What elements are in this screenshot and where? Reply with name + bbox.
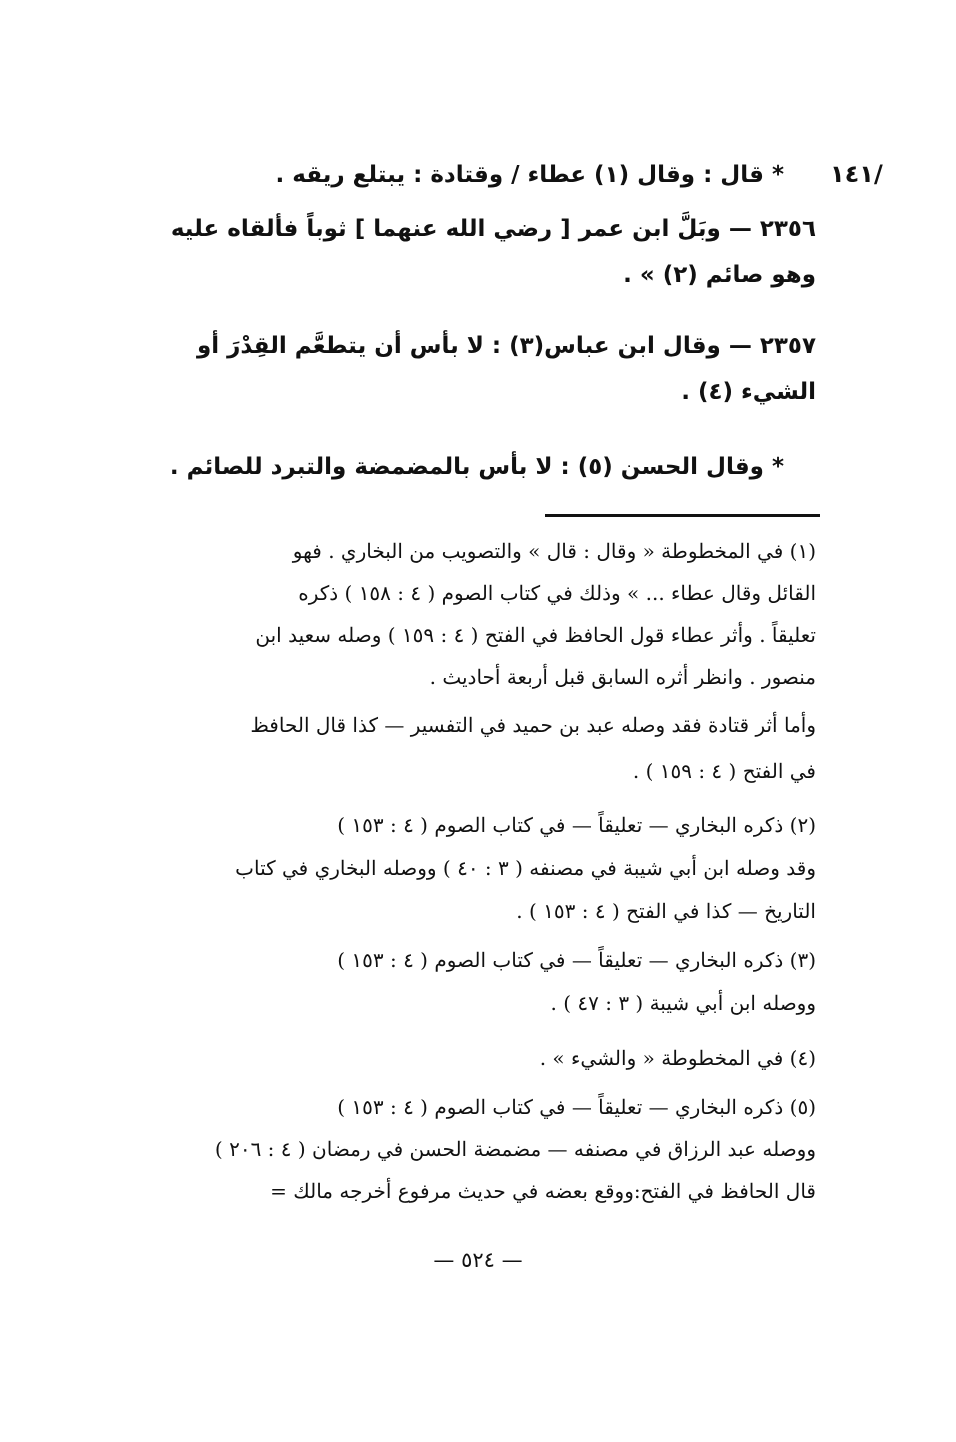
footnote-4-line-1: (٤) في المخطوطة « والشيء » . xyxy=(539,1046,816,1070)
hadith-2357-line-2: الشيء (٤) . xyxy=(681,379,816,405)
footnote-3-line-1: (٣) ذكره البخاري — تعليقاً — في كتاب الصوم ( ٤ : ١٥٣ ) xyxy=(337,948,816,972)
footnote-1-line-1: (١) في المخطوطة « وقال : قال » والتصويب من البخاري . فهو xyxy=(292,539,816,563)
hadith-2357-line-1: ٢٣٥٧ — وقال ابن عباس(٣) : لا بأس أن يتطعَّم القِدْرَ أو xyxy=(196,333,816,359)
footnote-2-line-1: (٢) ذكره البخاري — تعليقاً — في كتاب الصوم ( ٤ : ١٥٣ ) xyxy=(337,813,816,837)
footnote-5-line-3: قال الحافظ في الفتح:ووقع بعضه في حديث مرفوع أخرجه مالك = xyxy=(270,1179,816,1203)
footnote-3-line-2: ووصله ابن أبي شيبة ( ٣ : ٤٧ ) . xyxy=(550,991,816,1015)
footnote-1-line-6: في الفتح ( ٤ : ١٥٩ ) . xyxy=(632,759,816,783)
main-line-qatada: * قال : وقال (١) عطاء / وقتادة : يبتلع ريقه . xyxy=(275,162,784,188)
footnote-5-line-2: ووصله عبد الرزاق في مصنفه — مضمضة الحسن في رمضان ( ٤ : ٢٠٦ ) xyxy=(214,1137,816,1161)
hadith-2356-line-2: وهو صائم (٢) » . xyxy=(623,262,816,288)
footnote-2-line-3: التاريخ — كذا في الفتح ( ٤ : ١٥٣ ) . xyxy=(516,899,816,923)
footnote-1-line-4: منصور . وانظر أثره السابق قبل أربعة أحاديث . xyxy=(429,665,816,689)
page-number: — ٥٢٤ — xyxy=(433,1248,523,1272)
footnote-1-line-5: وأما أثر قتادة فقد وصله عبد بن حميد في التفسير — كذا قال الحافظ xyxy=(250,713,816,737)
footnote-separator xyxy=(545,514,820,517)
hasan-line: * وقال الحسن (٥) : لا بأس بالمضمضة والتبرد للصائم . xyxy=(169,454,784,480)
footnote-1-line-2: القائل وقال عطاء ... » وذلك في كتاب الصوم ( ٤ : ١٥٨ ) ذكره xyxy=(298,581,816,605)
footnote-2-line-2: وقد وصله ابن أبي شيبة في مصنفه ( ٣ : ٤٠ ) ووصله البخاري في كتاب xyxy=(235,856,816,880)
footnote-1-line-3: تعليقاً . وأثر عطاء قول الحافظ في الفتح ( ٤ : ١٥٩ ) وصله سعيد ابن xyxy=(255,623,816,647)
hadith-2356-line-1: ٢٣٥٦ — وبَلَّ ابن عمر [ رضي الله عنهما ] ثوباً فألقاه عليه xyxy=(170,216,816,242)
marginal-page-reference: ١٤١/ xyxy=(830,160,883,188)
footnote-5-line-1: (٥) ذكره البخاري — تعليقاً — في كتاب الصوم ( ٤ : ١٥٣ ) xyxy=(337,1095,816,1119)
